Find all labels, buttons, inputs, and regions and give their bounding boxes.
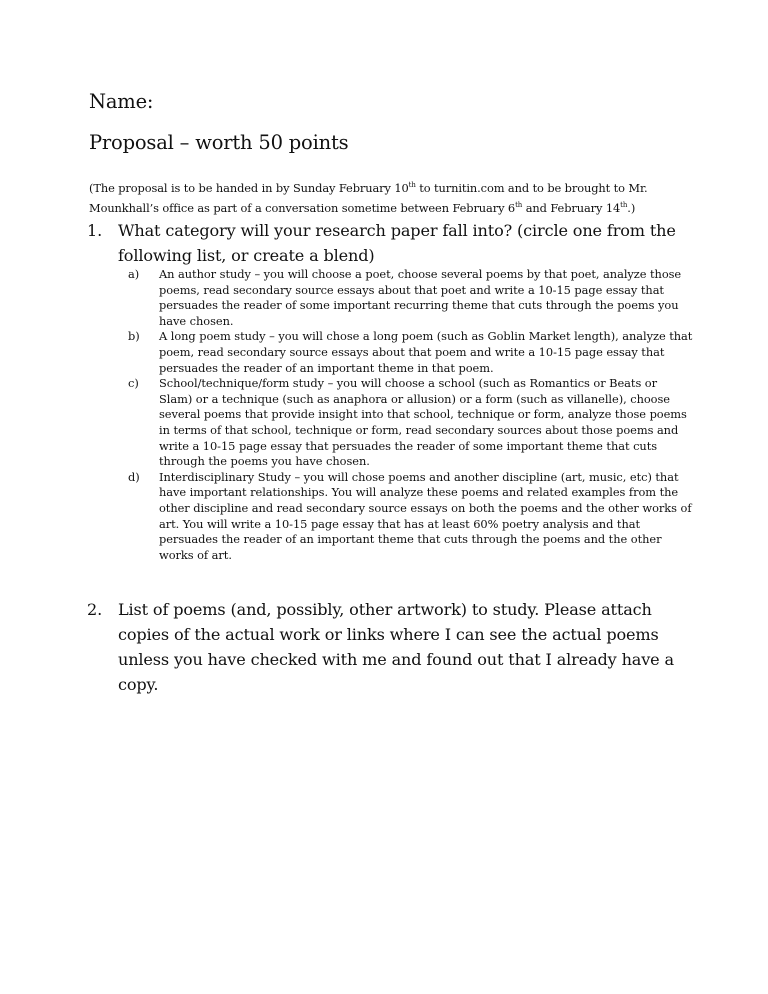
name-label: Name: [89, 90, 154, 113]
option-a-text: An author study – you will choose a poet, choose several poems by that poet, analyze those poems, read secondary source essays about that poet and write a 10-15 page essay that persuades the reader of some important recurring theme that cuts through the poems you have chosen. [159, 267, 682, 328]
note-text-2: to turnitin.com and to be brought to Mr. Mounkhall’s office as part of a conversation sometime between February 6 [89, 181, 648, 215]
note-text-4: .) [627, 201, 636, 215]
page-title: Proposal – worth 50 points [89, 131, 349, 154]
option-d-label: d) [128, 469, 140, 484]
option-c [128, 376, 693, 470]
note-superscript-2: th [515, 201, 523, 209]
category-options-list [128, 267, 693, 563]
option-b-label: b) [128, 329, 140, 344]
question-1 [87, 218, 678, 268]
option-d [128, 470, 693, 564]
option-c-text: School/technique/form study – you will choose a school (such as Romantics or Beats or Slam) or a technique (such as anaphora or allusion) or a form (such as villanelle), choose several poems that provide insight into that school, technique or form, analyze those poems in terms of that school, technique or form, read secondary sources about those poems and write a 10-15 page essay that persuades the reader of some important theme that cuts through the poems you have chosen. [159, 376, 687, 469]
question-1-number: 1. [87, 221, 103, 240]
note-text-1: (The proposal is to be handed in by Sunday February 10 [89, 181, 409, 195]
note-superscript-1: th [408, 181, 416, 189]
option-c-label: c) [128, 376, 139, 391]
question-2-text: List of poems (and, possibly, other artwork) to study. Please attach copies of the actual work or links where I can see the actual poems unless you have checked with me and found out that I already have a copy. [118, 600, 674, 694]
note-superscript-3: th [620, 201, 628, 209]
option-b-text: A long poem study – you will chose a long poem (such as Goblin Market length), analyze that poem, read secondary source essays about that poem and write a 10-15 page essay that persuades the reader of an important theme in that poem. [159, 329, 693, 375]
option-a-label: a) [128, 267, 140, 281]
submission-note [89, 178, 689, 218]
note-text-3: and February 14 [522, 201, 621, 215]
question-1-text: What category will your research paper fall into? (circle one from the following list, or create a blend) [118, 221, 676, 265]
option-d-text: Interdisciplinary Study – you will chose poems and another discipline (art, music, etc) that have important relationships. You will analyze these poems and related examples from the other discipline and read secondary source essays on both the poems and the other works of art. You will write a 10-15 page essay that has at least 60% poetry analysis and that persuades the reader of an important theme that cuts through the poems and the other works of art. [159, 469, 692, 562]
question-2-number: 2. [87, 600, 103, 619]
question-2 [87, 597, 678, 697]
option-a [128, 267, 693, 329]
option-b [128, 329, 693, 376]
